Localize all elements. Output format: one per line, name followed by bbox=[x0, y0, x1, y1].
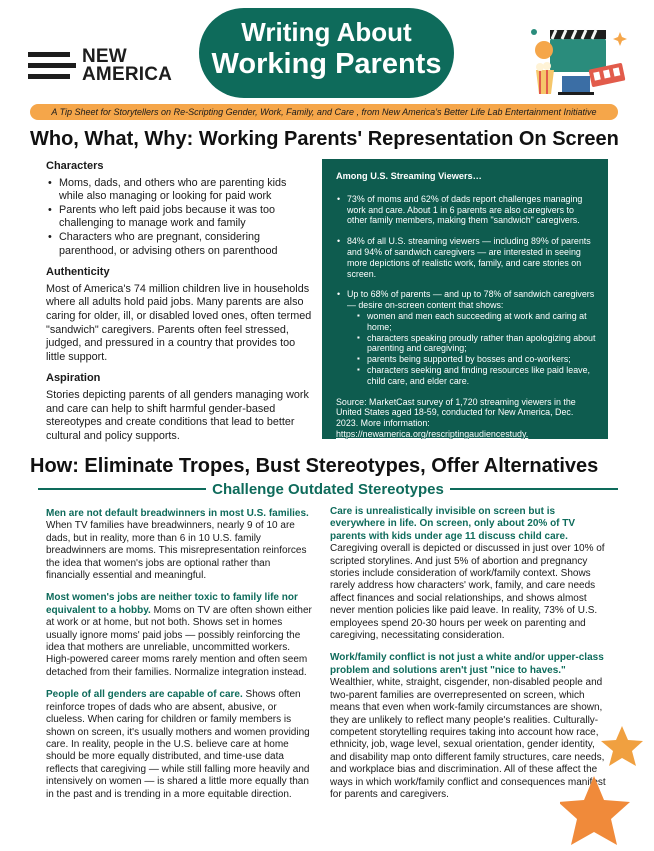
small-star-icon bbox=[601, 726, 643, 766]
large-star-icon bbox=[560, 776, 630, 845]
paragraph bbox=[46, 592, 314, 679]
authenticity-heading: Authenticity bbox=[46, 266, 110, 279]
list-item: • Moms, dads, and others who are parenting kids while also managing or looking for paid work bbox=[46, 177, 314, 204]
stat-box-heading: Among U.S. Streaming Viewers… bbox=[336, 171, 482, 181]
stat-item: • 84% of all U.S. streaming viewers — including 89% of parents and 94% of sandwich caregivers — are interested in seeing more depictions of realistic work, family, and care stories on screen. bbox=[336, 236, 596, 279]
stat-sub-item: ▪ parents being supported by bosses and co-workers; bbox=[347, 354, 596, 365]
stat-sub-item: ▪ characters seeking and finding resources like paid leave, child care, and elder care. bbox=[347, 365, 596, 387]
star-decoration-icon bbox=[560, 720, 654, 851]
stat-sub-list bbox=[347, 311, 596, 387]
title-line-1: Writing About bbox=[241, 17, 412, 47]
source-text: Source: MarketCast survey of 1,720 streaming viewers in the United States aged 18-59, conducted for New America, Dec. 2023. More information: bbox=[336, 396, 576, 429]
paragraph-body: Shows often reinforce tropes of dads who are absent, abusive, or clueless. When caring for children or family members is shown on screen, it's usually mothers and women providing care. In reality, people in the U.S. believe care at home should be more equally distributed, and time-use data reflects that caregiving — while still falling more heavily and intensively on women — is shared a little more equally than in the past and is trending in a more equitable direction. bbox=[46, 689, 310, 800]
title-pill bbox=[199, 8, 454, 98]
logo-line-2: AMERICA bbox=[82, 64, 173, 85]
logo-text bbox=[82, 48, 172, 84]
authenticity-text: Most of America's 74 million children live in households where all adults hold paid jobs. Many parents are also caring for older, ill, or disabled loved ones, often termed "sandwich" caregivers. Parents often feel stressed, judged, and pressured in a country that provides too little support. bbox=[46, 282, 312, 363]
paragraph bbox=[330, 506, 612, 642]
paragraph-lead: Men are not default breadwinners in most U.S. families. bbox=[46, 508, 309, 519]
aspiration-heading: Aspiration bbox=[46, 372, 101, 385]
stat-sub-item: ▪ characters speaking proudly rather than apologizing about parenting and caregiving; bbox=[347, 333, 596, 355]
streaming-viewers-stat-box bbox=[322, 159, 608, 439]
tip-sheet-banner: A Tip Sheet for Storytellers on Re-Scripting Gender, Work, Family, and Care , from New America’s Better Life Lab Entertainment Initiative bbox=[30, 104, 618, 120]
paragraph bbox=[46, 689, 314, 801]
paragraph-body: Wealthier, white, straight, cisgender, non-disabled people and two-parent families are overrepresented on screen, which means that even when work-family circumstances are shown, they are unlikely to reflect many people's realities. Culturally-competent storytelling requires taking into account how race, ethnicity, job, wage level, sexual orientation, gender identity, and disability map onto different family structures, care needs, and workplace bias and discrimination. All of these affect the ways in which work/family conflict and consequences manifest for parents and caregivers. bbox=[330, 677, 606, 800]
aspiration-text: Stories depicting parents of all genders managing work and care can help to shift harmful gender-based stereotypes and create conditions that lead to better cultural and policy supports. bbox=[46, 388, 309, 442]
title-line-2: Working Parents bbox=[211, 48, 442, 80]
who-what-why-column bbox=[46, 160, 314, 451]
audience-study-link[interactable]: https://newamerica.org/rescriptingaudiencestudy. bbox=[336, 428, 529, 439]
source-note bbox=[336, 397, 596, 440]
characters-list bbox=[46, 177, 314, 259]
new-america-logo bbox=[28, 44, 178, 88]
paragraph-lead: Most women's jobs are neither toxic to family life nor equivalent to a hobby. bbox=[46, 592, 298, 616]
section-1-heading: Who, What, Why: Working Parents' Representation On Screen bbox=[30, 128, 619, 150]
stereotypes-left-column bbox=[46, 508, 314, 811]
logo-line-1: NEW bbox=[82, 46, 127, 67]
stat-list bbox=[336, 194, 596, 387]
paragraph-lead: People of all genders are capable of care. bbox=[46, 689, 243, 701]
stat-sub-item: ▪ women and men each succeeding at work and caring at home; bbox=[347, 311, 596, 333]
paragraph-lead: Work/family conflict is not just a white and/or upper-class problem and solutions aren't just "nice to haves." bbox=[330, 652, 604, 676]
paragraph-body: When TV families have breadwinners, nearly 9 of 10 are dads, but in reality, more than 6 in 10 U.S. family breadwinners are moms. This misrepresentation reinforces the idea that women's jobs are optional rather than financially essential and meaningful. bbox=[46, 520, 307, 582]
subheading-row bbox=[38, 480, 618, 498]
divider bbox=[38, 488, 206, 490]
stat-item bbox=[336, 289, 596, 386]
list-item: • Parents who left paid jobs because it was too challenging to manage work and family bbox=[46, 204, 314, 231]
paragraph-body: Moms on TV are often shown either at work or at home, but not both. Shows set in homes usually ignore moms' paid jobs — possibly reinforcing the idea that mothers are unreliable, uncommitted workers. High-powered career moms rarely mention and often seem detached from their families. Normalize integration instead. bbox=[46, 604, 312, 678]
characters-heading: Characters bbox=[46, 160, 104, 172]
divider bbox=[450, 488, 618, 490]
challenge-stereotypes-subheading: Challenge Outdated Stereotypes bbox=[212, 480, 444, 498]
film-illustration-icon bbox=[528, 20, 628, 100]
paragraph bbox=[46, 508, 314, 582]
list-item: • Characters who are pregnant, considering parenthood, or advising others on parenthood bbox=[46, 231, 314, 258]
stat-item: • 73% of moms and 62% of dads report challenges managing work and care. About 1 in 6 parents are also caregivers to other family members, making them "sandwich" caregivers. bbox=[336, 194, 596, 226]
stat-item-text: Up to 68% of parents — and up to 78% of sandwich caregivers — desire on-screen content that shows: bbox=[347, 289, 595, 311]
paragraph-body: Caregiving overall is depicted or discussed in just over 10% of scripted storylines. And just 5% of abortion and pregnancy stories include consideration of work/family context. Shows rarely address how characters' work, family, and care needs affect finances and social relationships, and shows almost never mention policies like paid leave. In reality, 73% of U.S. employees spend 20-30 hours per week on parenting and caregiving, necessitating consideration. bbox=[330, 543, 605, 642]
section-2-heading: How: Eliminate Tropes, Bust Stereotypes, Offer Alternatives bbox=[30, 455, 599, 477]
paragraph-lead: Care is unrealistically invisible on screen but is everywhere in life. On screen, only about 20% of TV parents with kids under age 11 discuss child care. bbox=[330, 506, 576, 542]
logo-bars-icon bbox=[28, 49, 76, 83]
